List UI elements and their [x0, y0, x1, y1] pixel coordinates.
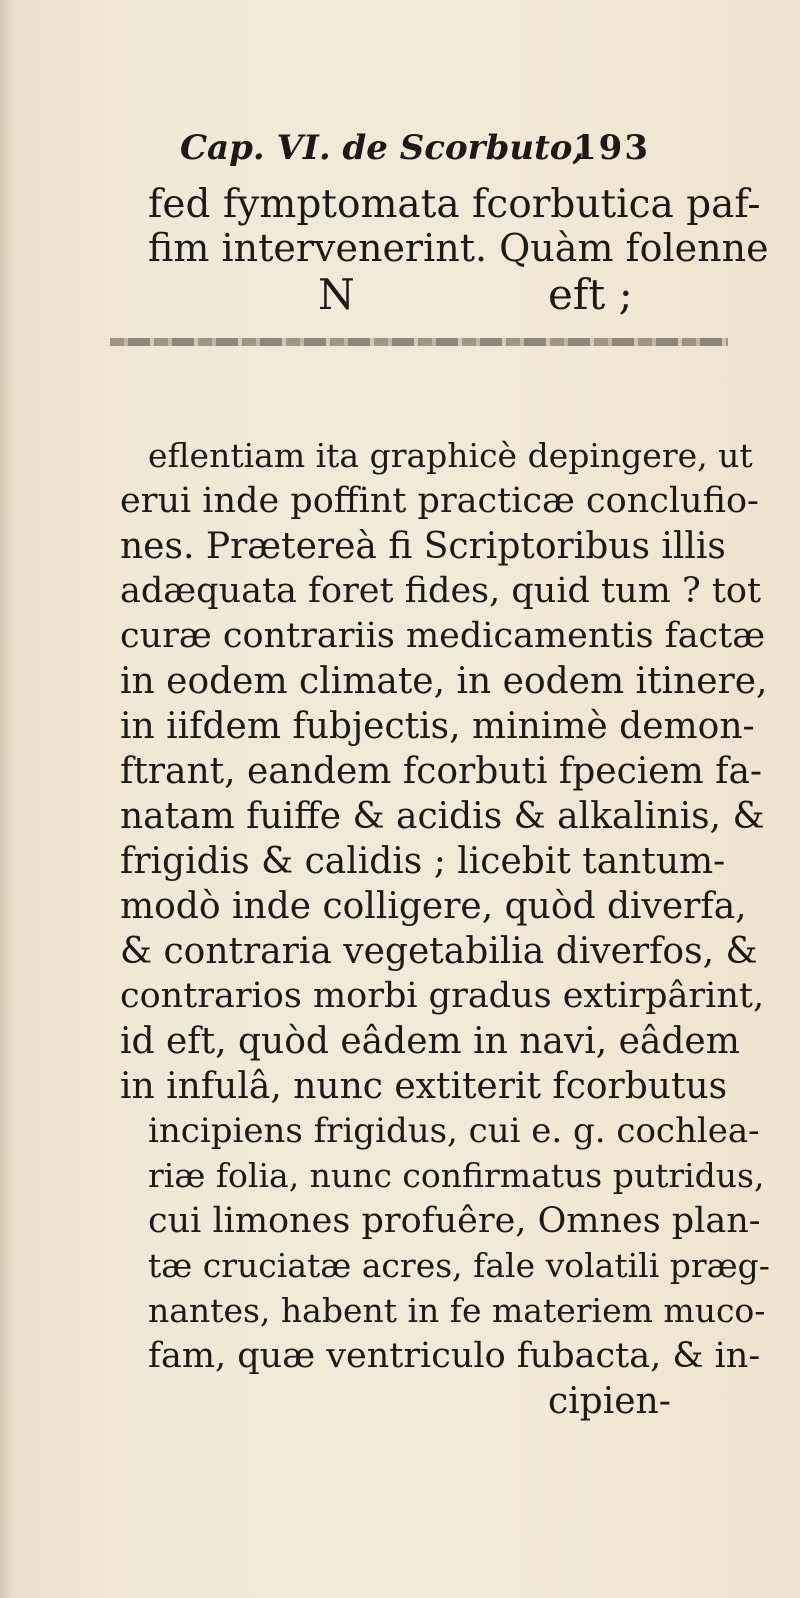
text-line: in infulâ, nunc extiterit fcorbutus [120, 1066, 728, 1107]
text-line: riæ folia, nunc confirmatus putridus, [148, 1156, 765, 1195]
text-line: eflentiam ita graphicè depingere, ut [148, 436, 753, 475]
text-line: & contraria vegetabilia diverfos, & [120, 931, 758, 972]
signature-mark: N [318, 270, 355, 319]
text-line: id eft, quòd eâdem in navi, eâdem [120, 1021, 740, 1062]
text-line: erui inde poffint practicæ conclufio- [120, 481, 759, 521]
page-fold-shadow [0, 0, 14, 1598]
running-header [180, 128, 650, 176]
text-line: nes. Prætereà fi Scriptoribus illis [120, 526, 726, 567]
text-line: contrarios morbi gradus extirpârint, [120, 976, 765, 1016]
text-line: adæquata foret fides, quid tum ? tot [120, 571, 762, 611]
text-line: natam fuiffe & acidis & alkalinis, & [120, 796, 765, 837]
text-line: fim intervenerint. Quàm folenne [148, 226, 769, 270]
catchword-row [148, 270, 668, 326]
catchword-bottom: cipien- [548, 1381, 671, 1422]
text-line: tæ cruciatæ acres, fale volatili præg- [148, 1246, 770, 1285]
page-number: 193 [573, 128, 650, 168]
text-line: fam, quæ ventriculo fubacta, & in- [148, 1336, 761, 1376]
text-line: modò inde colligere, quòd diverfa, [120, 886, 747, 927]
page-divider [110, 338, 728, 346]
text-line: ftrant, eandem fcorbuti fpeciem fa- [120, 751, 763, 792]
text-line: frigidis & calidis ; licebit tantum- [120, 841, 726, 882]
text-line: in iifdem fubjectis, minimè demon- [120, 706, 755, 747]
text-line: cui limones profuêre, Omnes plan- [148, 1201, 761, 1241]
text-line: fed fymptomata fcorbutica paf- [148, 182, 761, 227]
text-line: nantes, habent in fe materiem muco- [148, 1291, 766, 1330]
text-line: incipiens frigidus, cui e. g. cochlea- [148, 1111, 760, 1151]
text-line: curæ contrariis medicamentis factæ [120, 616, 766, 656]
text-line: in eodem climate, in eodem itinere, [120, 661, 768, 702]
running-title: Cap. VI. de Scorbuto, [180, 128, 585, 168]
catchword: eft ; [548, 270, 633, 319]
